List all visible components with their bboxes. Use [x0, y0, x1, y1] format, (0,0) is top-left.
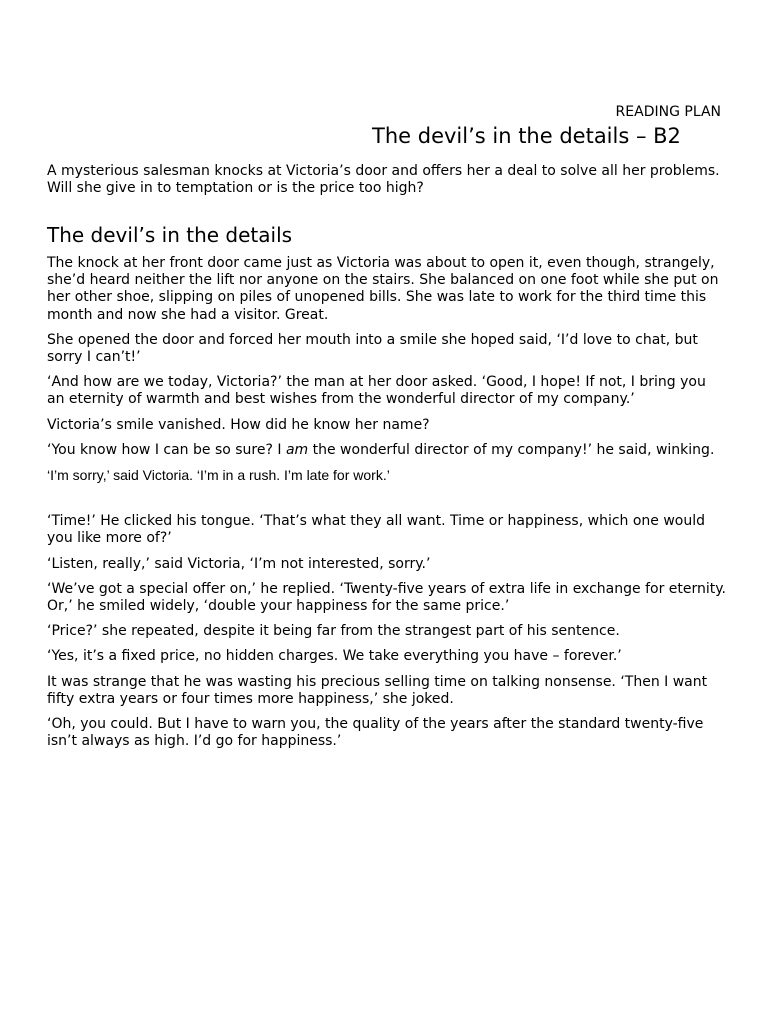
intro-paragraph: A mysterious salesman knocks at Victoria’s door and offers her a deal to solve all her problems. Will she give in to temptation or is the price too high?: [47, 163, 720, 196]
reading-plan-label: READING PLAN: [615, 104, 721, 120]
story-paragraph: It was strange that he was wasting his precious selling time on talking nonsense. ‘Then I want fifty extra years or four times more happiness,’ she joked.: [47, 673, 708, 707]
story-paragraph: Victoria’s smile vanished. How did he know her name?: [47, 416, 430, 433]
story-paragraph: ‘Yes, it’s a fixed price, no hidden charges. We take everything you have – forever.’: [47, 648, 622, 665]
emphasis-text: am: [285, 441, 309, 458]
story-paragraph: The knock at her front door came just as Victoria was about to open it, even though, strangely, she’d heard neither the lift nor anyone on the stairs. She balanced on one foot while she put on her other shoe, slipping on piles of unopened bills. She was late to work for the third time this month and now she had a visitor. Great.: [47, 255, 719, 323]
story-text: the wonderful director of my company!’ he said, winking.: [308, 441, 715, 458]
story-paragraph: ‘And how are we today, Victoria?’ the man at her door asked. ‘Good, I hope! If not, I bring you an eternity of warmth and best wishes from the wonderful director of my company.’: [47, 374, 706, 408]
story-heading: The devil’s in the details: [47, 223, 293, 247]
story-paragraph: ‘Price?’ she repeated, despite it being far from the strangest part of his sentence.: [47, 623, 620, 640]
story-text: ‘You know how I can be so sure? I: [47, 441, 286, 458]
story-paragraph: ‘We’ve got a special offer on,’ he replied. ‘Twenty-five years of extra life in exchange for eternity. Or,’ he smiled widely, ‘double your happiness for the same price.’: [47, 580, 726, 615]
story-paragraph: She opened the door and forced her mouth into a smile she hoped said, ‘I’d love to chat, but sorry I can’t!’: [47, 331, 698, 366]
story-paragraph: ‘Oh, you could. But I have to warn you, the quality of the years after the standard twenty-five isn’t always as high. I’d go for happiness.’: [47, 716, 704, 750]
story-paragraph: ‘I’m sorry,’ said Victoria. ‘I’m in a rush. I’m late for work.’: [47, 467, 390, 484]
document-title: The devil’s in the details – B2: [372, 124, 681, 148]
story-paragraph: ‘Time!’ He clicked his tongue. ‘That’s what they all want. Time or happiness, which one would you like more of?’: [47, 513, 706, 547]
story-body: [47, 255, 727, 758]
story-paragraph: [47, 442, 727, 459]
story-paragraph: ‘Listen, really,’ said Victoria, ‘I’m not interested, sorry.’: [47, 555, 431, 572]
